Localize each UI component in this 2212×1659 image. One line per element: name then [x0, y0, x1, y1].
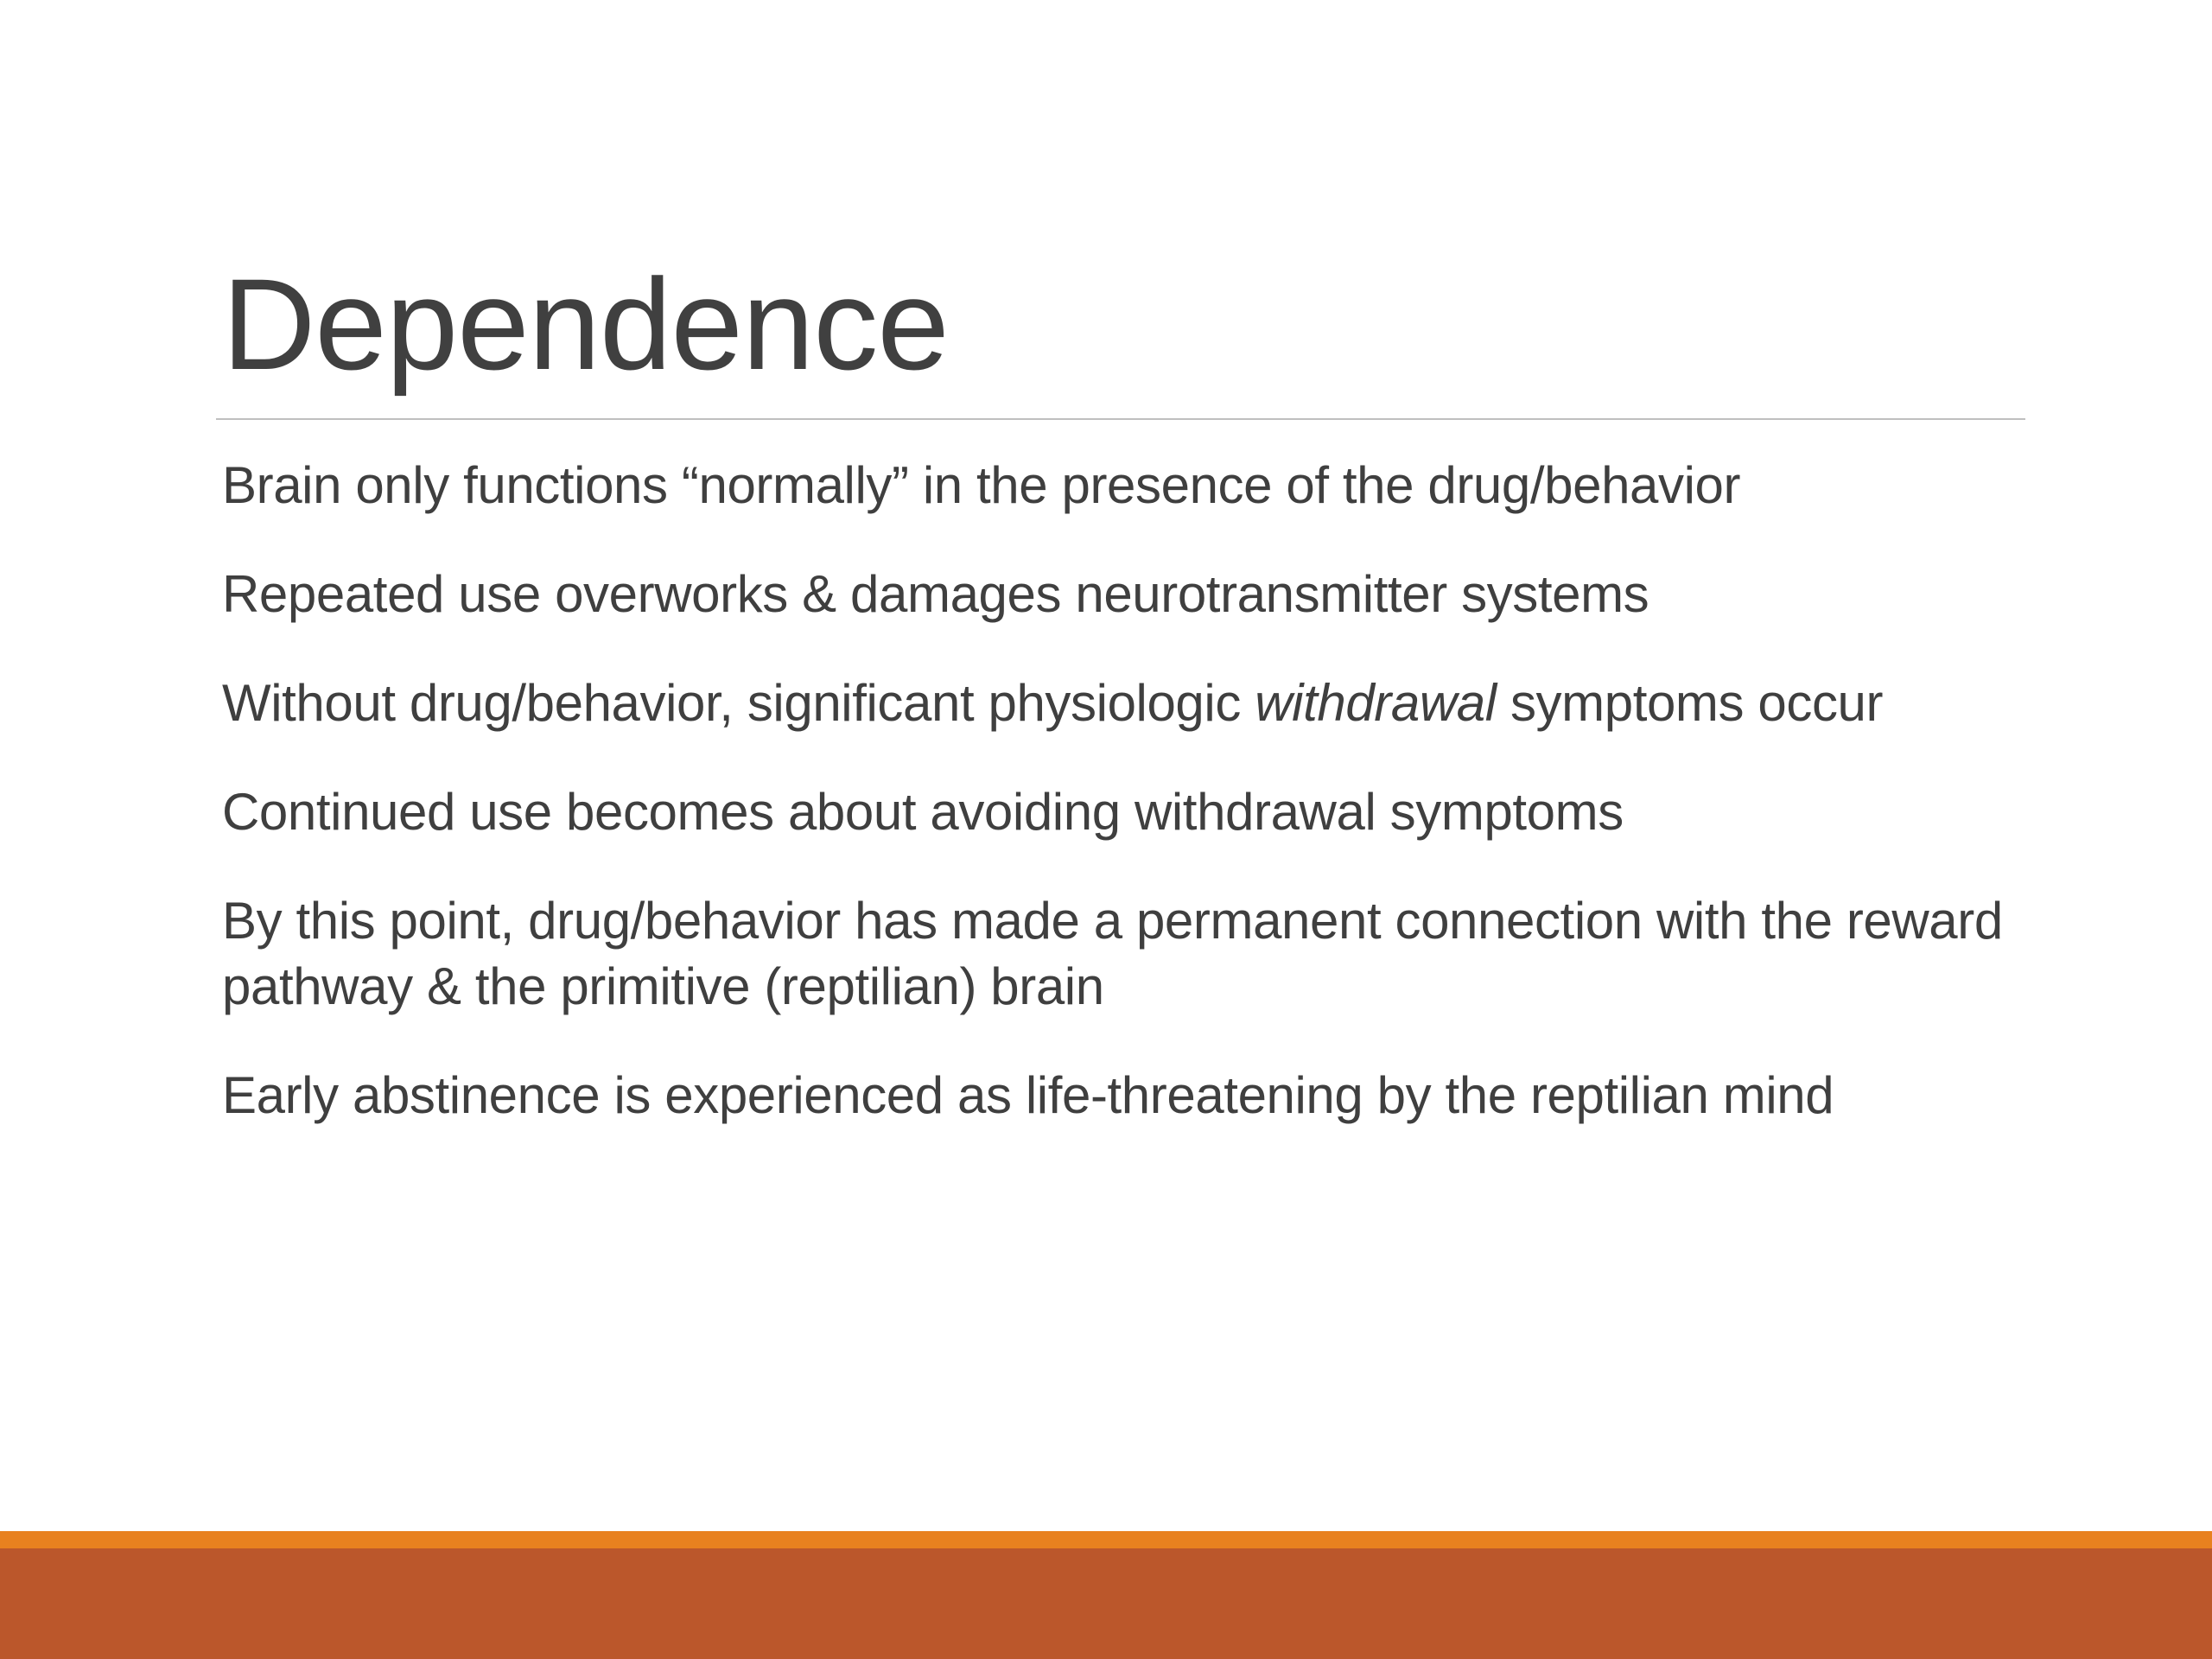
bullet-list — [222, 453, 2037, 1172]
footer-bar — [0, 1548, 2212, 1659]
footer-accent-stripe — [0, 1531, 2212, 1548]
bullet-item: Early abstinence is experienced as life-threatening by the reptilian mind — [222, 1066, 1834, 1124]
bullet-item: Brain only functions “normally” in the presence of the drug/behavior — [222, 456, 1741, 514]
bullet-item: Repeated use overworks & damages neurotransmitter systems — [222, 565, 1649, 623]
bullet-item: Continued use becomes about avoiding withdrawal symptoms — [222, 783, 1624, 841]
bullet-emphasis: withdrawal — [1255, 674, 1497, 732]
bullet-text: symptoms occur — [1496, 674, 1884, 732]
bullet-item — [222, 671, 2037, 736]
bullet-text: Without drug/behavior, significant physiologic — [222, 674, 1255, 732]
slide-title: Dependence — [222, 251, 949, 397]
bullet-item: By this point, drug/behavior has made a permanent connection with the reward pathway & the primitive (reptilian) brain — [222, 892, 2003, 1015]
title-divider — [216, 418, 2025, 420]
